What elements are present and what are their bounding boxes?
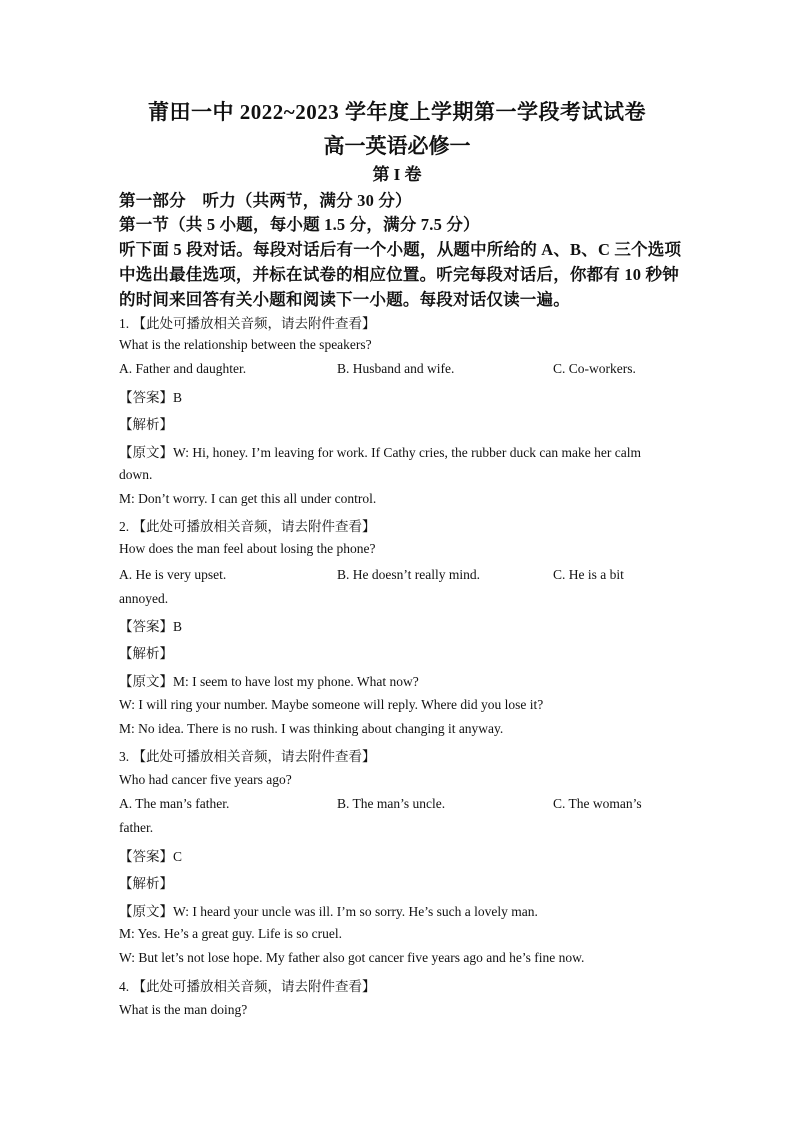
option-b: B. He doesn’t really mind.: [337, 567, 480, 582]
question-text: Who had cancer five years ago?: [119, 772, 292, 787]
instruction-line: 中选出最佳选项，并标在试卷的相应位置。听完每段对话后，你都有 10 秒钟: [119, 265, 679, 284]
transcript-line: M: Yes. He’s a great guy. Life is so cruel.: [119, 926, 342, 941]
transcript-line: 【原文】M: I seem to have lost my phone. What now?: [119, 674, 419, 689]
option-c: C. He is a bit: [553, 567, 624, 582]
question-text: What is the relationship between the speakers?: [119, 337, 372, 352]
transcript-line: M: Don’t worry. I can get this all under control.: [119, 491, 377, 506]
option-a: A. The man’s father.: [119, 796, 230, 811]
transcript-line: W: I will ring your number. Maybe someone will reply. Where did you lose it?: [119, 697, 544, 712]
transcript-line: M: No idea. There is no rush. I was thinking about changing it anyway.: [119, 721, 504, 736]
transcript-line: down.: [119, 467, 153, 482]
transcript-line: W: But let’s not lose hope. My father also got cancer five years ago and he’s fine now.: [119, 950, 585, 965]
instruction-line: 的时间来回答有关小题和阅读下一小题。每段对话仅读一遍。: [119, 290, 570, 309]
option-c: C. Co-workers.: [553, 361, 636, 376]
analysis-label: 【解析】: [119, 876, 173, 891]
analysis-label: 【解析】: [119, 417, 173, 432]
exam-subtitle: 高一英语必修一: [323, 134, 471, 158]
audio-placeholder: 4. 【此处可播放相关音频，请去附件查看】: [119, 979, 376, 994]
audio-placeholder: 2. 【此处可播放相关音频，请去附件查看】: [119, 519, 376, 534]
section-heading: 第一节（共 5 小题，每小题 1.5 分，满分 7.5 分）: [119, 215, 480, 234]
transcript-line: 【原文】W: Hi, honey. I’m leaving for work. If Cathy cries, the rubber duck can make her calm: [119, 445, 641, 460]
question-text: What is the man doing?: [119, 1002, 248, 1017]
transcript-line: 【原文】W: I heard your uncle was ill. I’m so sorry. He’s such a lovely man.: [119, 904, 538, 919]
exam-title: 莆田一中 2022~2023 学年度上学期第一学段考试试卷: [148, 100, 646, 124]
audio-placeholder: 1. 【此处可播放相关音频，请去附件查看】: [119, 316, 376, 331]
option-wrap: annoyed.: [119, 591, 169, 606]
analysis-label: 【解析】: [119, 646, 173, 661]
option-a: A. He is very upset.: [119, 567, 227, 582]
question-text: How does the man feel about losing the phone?: [119, 541, 376, 556]
answer-label: 【答案】C: [119, 849, 183, 864]
option-a: A. Father and daughter.: [119, 361, 247, 376]
answer-label: 【答案】B: [119, 619, 183, 634]
option-b: B. The man’s uncle.: [337, 796, 446, 811]
audio-placeholder: 3. 【此处可播放相关音频，请去附件查看】: [119, 749, 376, 764]
part-heading: 第一部分 听力（共两节，满分 30 分）: [119, 191, 412, 210]
instruction-line: 听下面 5 段对话。每段对话后有一个小题，从题中所给的 A、B、C 三个选项: [119, 240, 682, 259]
option-b: B. Husband and wife.: [337, 361, 455, 376]
answer-label: 【答案】B: [119, 390, 183, 405]
option-wrap: father.: [119, 820, 154, 835]
option-c: C. The woman’s: [553, 796, 642, 811]
volume-label: 第 I 卷: [372, 165, 422, 184]
